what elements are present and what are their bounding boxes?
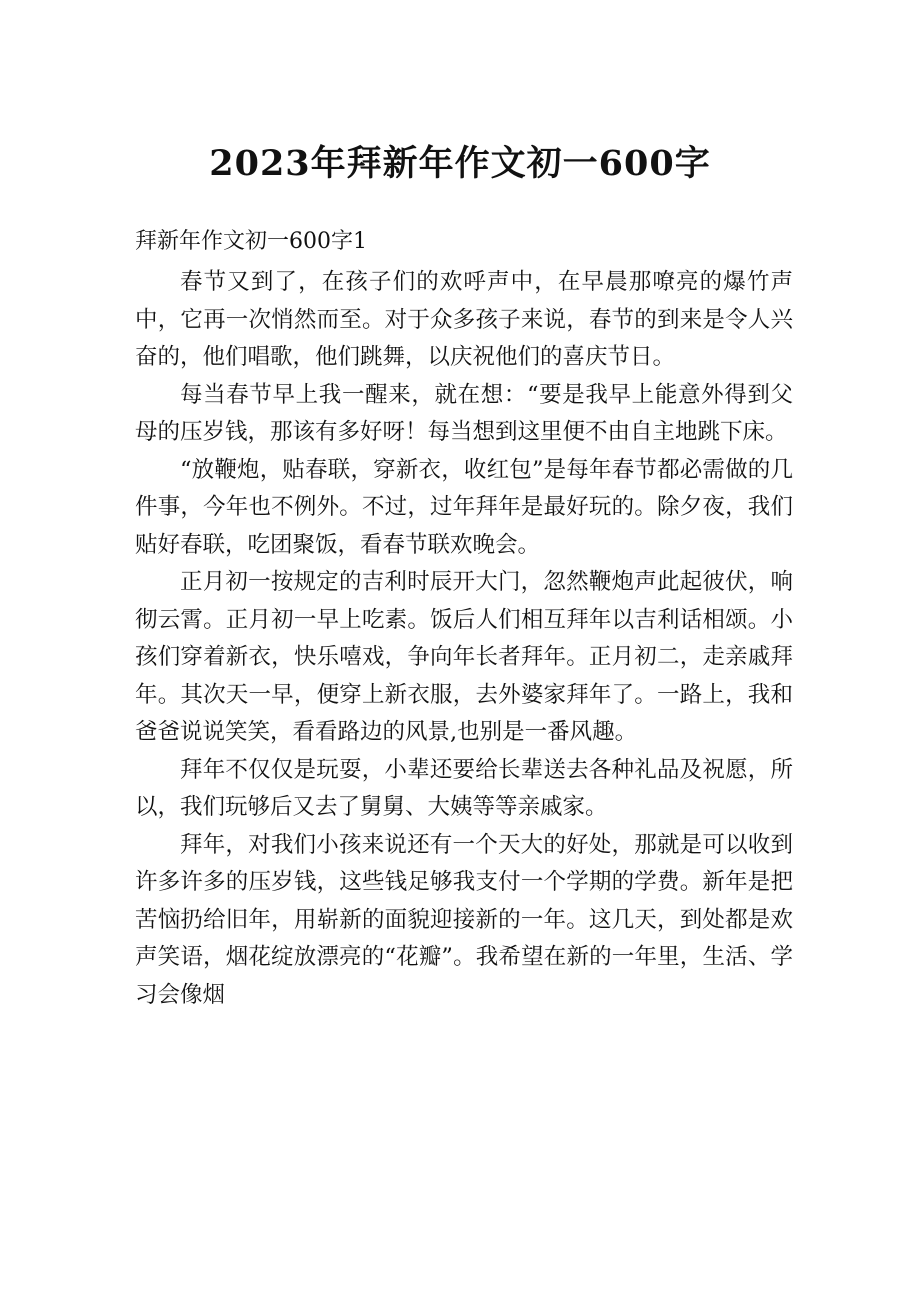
paragraph: 春节又到了，在孩子们的欢呼声中，在早晨那嘹亮的爆竹声中，它再一次悄然而至。对于众多孩子来说，春节的到来是令人兴奋的，他们唱歌，他们跳舞，以庆祝他们的喜庆节日。 (135, 269, 793, 370)
paragraph: “放鞭炮，贴春联，穿新衣，收红包”是每年春节都必需做的几件事，今年也不例外。不过，过年拜年是最好玩的。除夕夜，我们贴好春联，吃团聚饭，看春节联欢晚会。 (135, 456, 793, 558)
section-heading: 拜新年作文初一600字1 (135, 229, 367, 254)
document-title: 2023年拜新年作文初一600字 (209, 143, 711, 184)
paragraph: 拜年，对我们小孩来说还有一个天大的好处，那就是可以收到许多许多的压岁钱，这些钱足够我支付一个学期的学费。新年是把苦恼扔给旧年，用崭新的面貌迎接新的一年。这几天，到处都是欢声笑语，烟花绽放漂亮的“花瓣”。我希望在新的一年里，生活、学习会像烟 (135, 831, 793, 1008)
paragraph: 每当春节早上我一醒来，就在想：“要是我早上能意外得到父母的压岁钱，那该有多好呀！每当想到这里便不由自主地跳下床。 (135, 381, 793, 445)
paragraph: 拜年不仅仅是玩耍，小辈还要给长辈送去各种礼品及祝愿，所以，我们玩够后又去了舅舅、大姨等等亲戚家。 (135, 756, 793, 820)
essay-body (135, 264, 793, 1014)
paragraph: 正月初一按规定的吉利时辰开大门，忽然鞭炮声此起彼伏，响彻云霄。正月初一早上吃素。饭后人们相互拜年以吉利话相颂。小孩们穿着新衣，快乐嘻戏，争向年长者拜年。正月初二，走亲戚拜年。其次天一早，便穿上新衣服，去外婆家拜年了。一路上，我和爸爸说说笑笑，看看路边的风景,也别是一番风趣。 (135, 569, 793, 745)
